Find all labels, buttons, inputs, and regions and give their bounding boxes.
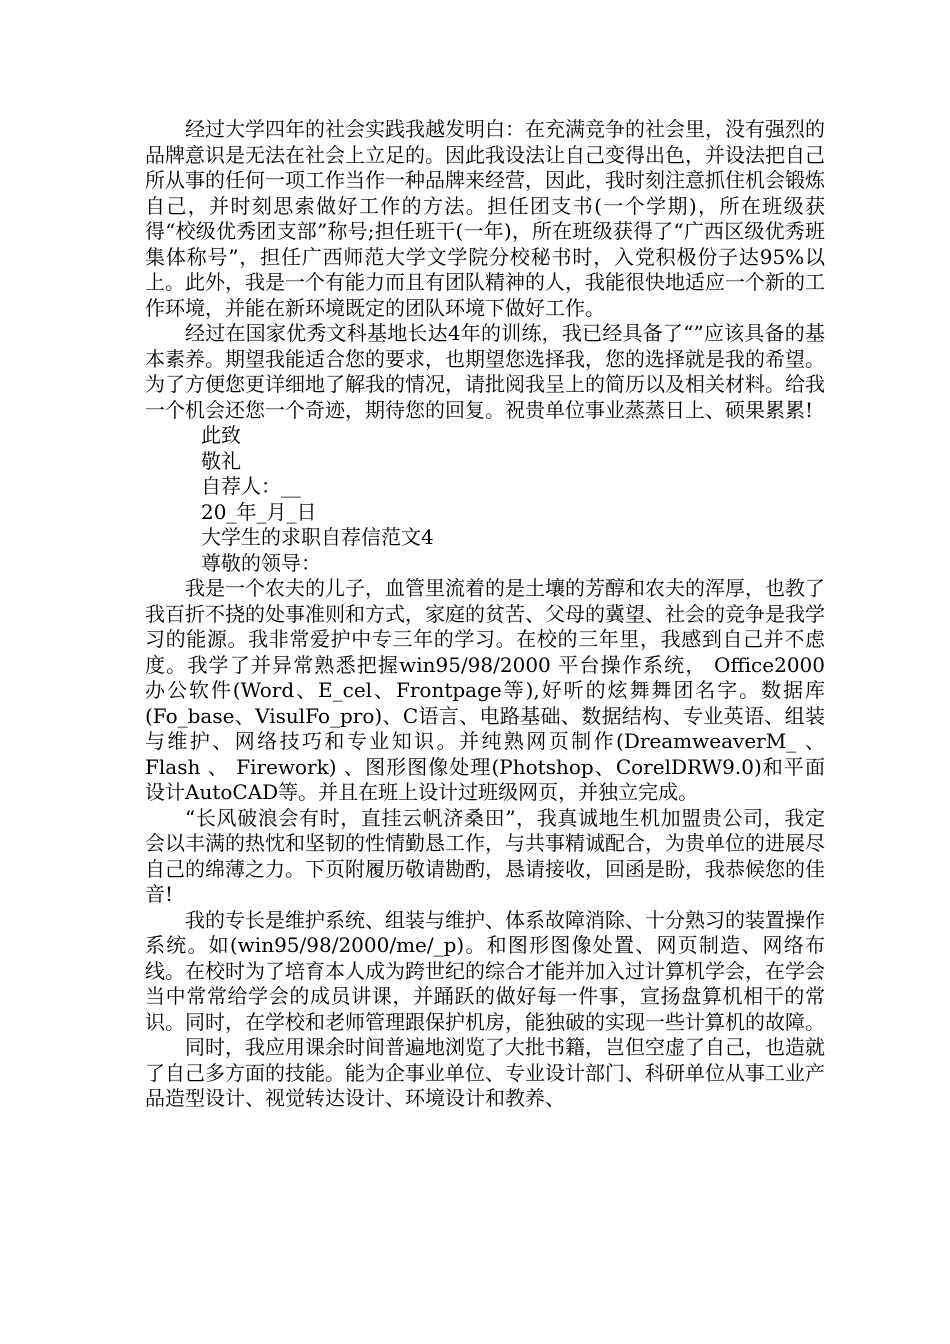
paragraph-aspiration: “长风破浪会有时，直挂云帆济桑田”，我真诚地生机加盟贵公司，我定会以丰满的热忱和坚韧的性情勤恳工作，与共事精诚配合，为贵单位的进展尽自己的绵薄之力。下页附履历敬请勘酌，恳请接收，回函是盼，我恭候您的佳音! bbox=[145, 805, 825, 906]
paragraph-background-skills: 我是一个农夫的儿子，血管里流着的是土壤的芳醇和农夫的浑厚，也教了我百折不挠的处事准则和方式，家庭的贫苦、父母的冀望、社会的竞争是我学习的能源。我非常爱护中专三年的学习。在校的三年里，我感到自己并不虑度。我学了并异常熟悉把握win95/98/2000 平台操作系统， Office2000 办公软件(Word、E_cel、Frontpage等),好听的炫舞舞团名字。数据库(Fo_base、VisulFo_pro)、C语言、电路基础、数据结构、专业英语、组装与维护、网络技巧和专业知识。并纯熟网页制作(DreamweaverM_ 、 Flash 、 Firework) 、图形图像处理(Photshop、CorelDRW9.0)和平面设计AutoCAD等。并且在班上设计过班级网页，并独立完成。 bbox=[145, 576, 825, 804]
greeting-line: 尊敬的领导： bbox=[201, 550, 321, 575]
paragraph-extracurricular: 同时，我应用课余时间普遍地浏览了大批书籍，岂但空虚了自己，也造就了自己多方面的技能。能为企事业单位、专业设计部门、科研单位从事工业产品造型设计、视觉转达设计、环境设计和教养、 bbox=[145, 1035, 825, 1110]
document-page bbox=[145, 117, 825, 1112]
section-title: 大学生的求职自荐信范文4 bbox=[201, 525, 434, 549]
paragraph-brand-awareness: 经过大学四年的社会实践我越发明白：在充满竞争的社会里，没有强烈的品牌意识是无法在社会上立足的。因此我设法让自己变得出色，并设法把自己所从事的任何一项工作当作一种品牌来经营，因此，我时刻注意抓住机会锻炼自己，并时刻思索做好工作的方法。担任团支书(一个学期)，所在班级获得“校级优秀团支部”称号;担任班干(一年)，所在班级获得了“广西区级优秀班集体称号”，担任广西师范大学文学院分校秘书时，入党积极份子达95%以上。此外，我是一个有能力而且有团队精神的人，我能很快地适应一个新的工作环境，并能在新环境既定的团队环境下做好工作。 bbox=[145, 117, 825, 320]
closing-regards: 敬礼 bbox=[201, 448, 241, 473]
signature-line: 自荐人：__ bbox=[201, 474, 301, 498]
paragraph-specialty: 我的专长是维护系统、组装与维护、体系故障消除、十分熟习的装置操作系统。如(win95/98/2000/me/_p)。和图形图像处置、网页制造、网络布线。在校时为了培育本人成为跨世纪的综合才能并加入过计算机学会，在学会当中常常给学会的成员讲课，并踊跃的做好每一件事，宣扬盘算机相干的常识。同时，在学校和老师管理跟保护机房，能独破的实现一些计算机的故障。 bbox=[145, 907, 825, 1034]
paragraph-training: 经过在国家优秀文科基地长达4年的训练，我已经具备了“”应该具备的基本素养。期望我能适合您的要求，也期望您选择我，您的选择就是我的希望。为了方便您更详细地了解我的情况，请批阅我呈上的简历以及相关材料。给我一个机会还您一个奇迹，期待您的回复。祝贵单位事业蒸蒸日上、硕果累累! bbox=[145, 321, 825, 422]
date-line: 20_年_月_日 bbox=[201, 499, 317, 524]
closing-salutation: 此致 bbox=[201, 423, 241, 447]
